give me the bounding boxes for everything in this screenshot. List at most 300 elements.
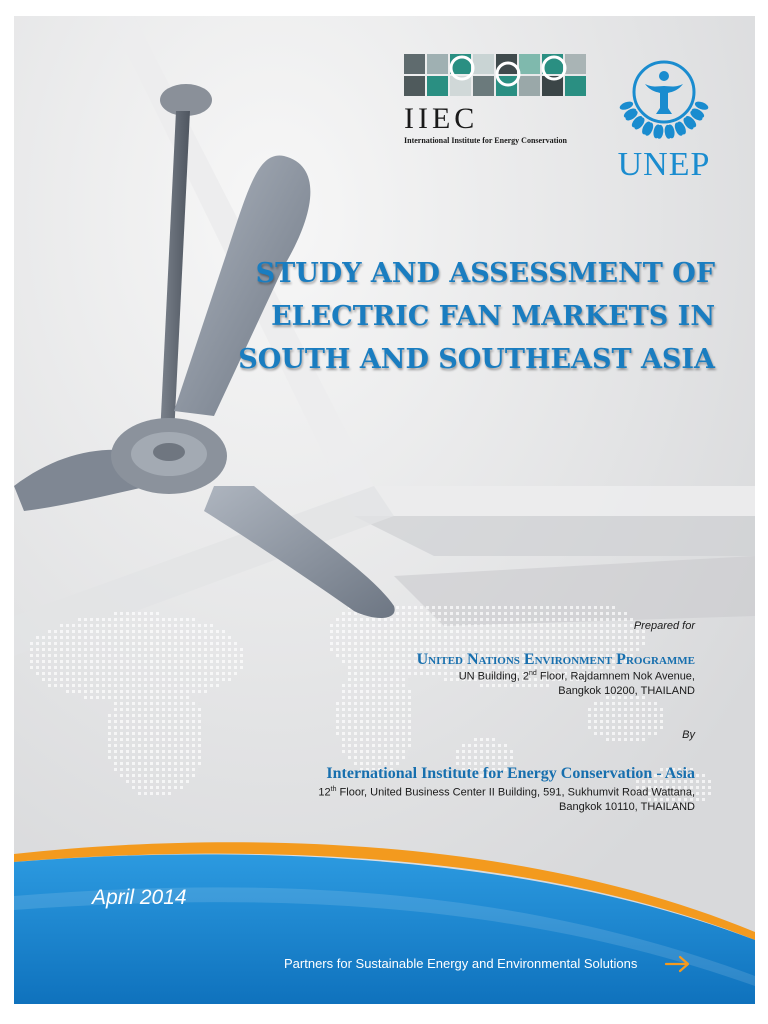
map-dot [408, 726, 411, 729]
map-dot [462, 744, 465, 747]
map-dot [186, 678, 189, 681]
map-dot [168, 792, 171, 795]
map-dot [66, 690, 69, 693]
map-dot [78, 636, 81, 639]
map-dot [372, 648, 375, 651]
map-dot [594, 732, 597, 735]
map-dot [390, 630, 393, 633]
map-dot [168, 630, 171, 633]
map-dot [372, 684, 375, 687]
map-dot [162, 648, 165, 651]
map-dot [198, 642, 201, 645]
map-dot [108, 678, 111, 681]
map-dot [354, 630, 357, 633]
map-dot [504, 684, 507, 687]
map-dot [120, 630, 123, 633]
map-dot [624, 714, 627, 717]
map-dot [180, 636, 183, 639]
author-address-part1: 12 [318, 786, 331, 799]
map-dot [96, 666, 99, 669]
map-dot [402, 726, 405, 729]
map-dot [150, 792, 153, 795]
map-dot [150, 750, 153, 753]
map-dot [102, 636, 105, 639]
map-dot [636, 738, 639, 741]
map-dot [360, 654, 363, 657]
map-dot [174, 762, 177, 765]
map-dot [498, 618, 501, 621]
map-dot [402, 672, 405, 675]
map-dot [198, 738, 201, 741]
map-dot [198, 636, 201, 639]
map-dot [372, 696, 375, 699]
map-dot [498, 750, 501, 753]
map-dot [168, 690, 171, 693]
map-dot [192, 672, 195, 675]
map-dot [396, 642, 399, 645]
map-dot [444, 636, 447, 639]
map-dot [96, 678, 99, 681]
map-dot [402, 624, 405, 627]
map-dot [600, 636, 603, 639]
map-dot [162, 690, 165, 693]
map-dot [360, 636, 363, 639]
map-dot [462, 756, 465, 759]
map-dot [336, 702, 339, 705]
map-dot [378, 750, 381, 753]
map-dot [354, 708, 357, 711]
map-dot [120, 624, 123, 627]
map-dot [510, 612, 513, 615]
map-dot [618, 612, 621, 615]
map-dot [342, 630, 345, 633]
map-dot [186, 780, 189, 783]
map-dot [108, 642, 111, 645]
map-dot [342, 654, 345, 657]
map-dot [204, 690, 207, 693]
map-dot [84, 690, 87, 693]
map-dot [624, 738, 627, 741]
map-dot [420, 672, 423, 675]
map-dot [378, 630, 381, 633]
map-dot [210, 672, 213, 675]
map-dot [180, 720, 183, 723]
map-dot [138, 648, 141, 651]
map-dot [132, 708, 135, 711]
map-dot [504, 612, 507, 615]
map-dot [606, 738, 609, 741]
map-dot [354, 720, 357, 723]
map-dot [144, 696, 147, 699]
map-dot [210, 684, 213, 687]
map-dot [102, 618, 105, 621]
map-dot [564, 642, 567, 645]
map-dot [492, 636, 495, 639]
map-dot [528, 642, 531, 645]
report-title: STUDY AND ASSESSMENT OF ELECTRIC FAN MARKETS IN SOUTH AND SOUTHEAST ASIA [238, 258, 715, 375]
map-dot [162, 636, 165, 639]
map-dot [558, 630, 561, 633]
map-dot [498, 606, 501, 609]
map-dot [174, 666, 177, 669]
map-dot [582, 630, 585, 633]
map-dot [186, 726, 189, 729]
map-dot [486, 606, 489, 609]
map-dot [180, 762, 183, 765]
map-dot [330, 648, 333, 651]
map-dot [402, 660, 405, 663]
map-dot [108, 666, 111, 669]
map-dot [210, 624, 213, 627]
map-dot [96, 636, 99, 639]
map-dot [102, 684, 105, 687]
map-dot [192, 636, 195, 639]
map-dot [384, 630, 387, 633]
map-dot [468, 624, 471, 627]
map-dot [402, 606, 405, 609]
map-dot [630, 642, 633, 645]
map-dot [186, 720, 189, 723]
map-dot [96, 684, 99, 687]
map-dot [174, 618, 177, 621]
map-dot [192, 684, 195, 687]
map-dot [540, 636, 543, 639]
map-dot [48, 636, 51, 639]
map-dot [174, 690, 177, 693]
map-dot [186, 708, 189, 711]
map-dot [600, 642, 603, 645]
map-dot [180, 642, 183, 645]
map-dot [360, 618, 363, 621]
map-dot [480, 738, 483, 741]
map-dot [72, 642, 75, 645]
map-dot [348, 678, 351, 681]
map-dot [570, 618, 573, 621]
map-dot [360, 750, 363, 753]
map-dot [588, 708, 591, 711]
map-dot [378, 648, 381, 651]
map-dot [396, 726, 399, 729]
map-dot [546, 606, 549, 609]
map-dot [192, 762, 195, 765]
map-dot [360, 690, 363, 693]
map-dot [600, 726, 603, 729]
map-dot [180, 768, 183, 771]
map-dot [630, 738, 633, 741]
arrow-right-icon [664, 954, 692, 974]
map-dot [366, 648, 369, 651]
map-dot [624, 636, 627, 639]
map-dot [168, 672, 171, 675]
map-dot [192, 642, 195, 645]
map-dot [372, 726, 375, 729]
map-dot [168, 762, 171, 765]
map-dot [60, 666, 63, 669]
map-dot [402, 630, 405, 633]
map-dot [180, 684, 183, 687]
map-dot [60, 672, 63, 675]
map-dot [402, 642, 405, 645]
map-dot [198, 660, 201, 663]
map-dot [348, 672, 351, 675]
map-dot [174, 726, 177, 729]
map-dot [432, 618, 435, 621]
map-dot [174, 642, 177, 645]
map-dot [240, 648, 243, 651]
map-dot [186, 744, 189, 747]
map-dot [348, 702, 351, 705]
map-dot [384, 744, 387, 747]
map-dot [54, 630, 57, 633]
map-dot [168, 750, 171, 753]
map-dot [450, 624, 453, 627]
map-dot [408, 720, 411, 723]
map-dot [594, 714, 597, 717]
map-dot [114, 672, 117, 675]
map-dot [48, 660, 51, 663]
map-dot [228, 648, 231, 651]
map-dot [408, 648, 411, 651]
map-dot [498, 756, 501, 759]
map-dot [192, 648, 195, 651]
map-dot [354, 696, 357, 699]
map-dot [432, 612, 435, 615]
map-dot [396, 756, 399, 759]
iiec-square [427, 76, 448, 96]
map-dot [150, 744, 153, 747]
map-dot [366, 678, 369, 681]
map-dot [138, 720, 141, 723]
map-dot [150, 774, 153, 777]
map-dot [408, 630, 411, 633]
map-dot [384, 738, 387, 741]
map-dot [210, 630, 213, 633]
map-dot [384, 660, 387, 663]
map-dot [204, 630, 207, 633]
map-dot [624, 726, 627, 729]
map-dot [492, 630, 495, 633]
map-dot [72, 672, 75, 675]
map-dot [78, 630, 81, 633]
map-dot [192, 720, 195, 723]
map-dot [108, 756, 111, 759]
map-dot [492, 612, 495, 615]
map-dot [108, 654, 111, 657]
map-dot [42, 642, 45, 645]
map-dot [552, 612, 555, 615]
map-dot [240, 654, 243, 657]
map-dot [522, 642, 525, 645]
map-dot [186, 774, 189, 777]
footer-band [14, 836, 755, 1004]
map-dot [372, 642, 375, 645]
map-dot [48, 678, 51, 681]
map-dot [60, 684, 63, 687]
map-dot [30, 642, 33, 645]
map-dot [384, 720, 387, 723]
map-dot [90, 654, 93, 657]
map-dot [90, 624, 93, 627]
map-dot [222, 630, 225, 633]
map-dot [174, 702, 177, 705]
map-dot [186, 714, 189, 717]
map-dot [390, 750, 393, 753]
map-dot [444, 630, 447, 633]
map-dot [408, 696, 411, 699]
map-dot [354, 750, 357, 753]
map-dot [378, 696, 381, 699]
map-dot [702, 780, 705, 783]
map-dot [132, 648, 135, 651]
map-dot [222, 678, 225, 681]
map-dot [348, 630, 351, 633]
map-dot [492, 642, 495, 645]
map-dot [144, 642, 147, 645]
map-dot [144, 732, 147, 735]
map-dot [78, 624, 81, 627]
map-dot [402, 666, 405, 669]
map-dot [402, 690, 405, 693]
iiec-gear-squares [404, 54, 589, 98]
map-dot [372, 666, 375, 669]
map-dot [408, 732, 411, 735]
map-dot [96, 696, 99, 699]
map-dot [456, 636, 459, 639]
map-dot [192, 660, 195, 663]
map-dot [78, 684, 81, 687]
map-dot [114, 654, 117, 657]
map-dot [372, 744, 375, 747]
map-dot [186, 648, 189, 651]
map-dot [156, 666, 159, 669]
map-dot [612, 732, 615, 735]
map-dot [462, 618, 465, 621]
map-dot [114, 744, 117, 747]
map-dot [468, 642, 471, 645]
map-dot [390, 660, 393, 663]
map-dot [168, 708, 171, 711]
map-dot [138, 660, 141, 663]
map-dot [102, 678, 105, 681]
map-dot [390, 702, 393, 705]
map-dot [48, 672, 51, 675]
map-dot [198, 726, 201, 729]
map-dot [180, 708, 183, 711]
map-dot [396, 612, 399, 615]
map-dot [372, 702, 375, 705]
map-dot [234, 648, 237, 651]
map-dot [156, 744, 159, 747]
map-dot [126, 762, 129, 765]
map-dot [180, 624, 183, 627]
map-dot [132, 618, 135, 621]
map-dot [198, 630, 201, 633]
map-dot [510, 636, 513, 639]
map-dot [378, 636, 381, 639]
map-dot [342, 750, 345, 753]
map-dot [192, 624, 195, 627]
map-dot [624, 618, 627, 621]
map-dot [144, 624, 147, 627]
map-dot [120, 660, 123, 663]
map-dot [174, 648, 177, 651]
map-dot [72, 660, 75, 663]
map-dot [162, 714, 165, 717]
map-dot [456, 606, 459, 609]
map-dot [126, 660, 129, 663]
map-dot [594, 708, 597, 711]
map-dot [204, 648, 207, 651]
map-dot [450, 636, 453, 639]
map-dot [390, 732, 393, 735]
map-dot [84, 672, 87, 675]
map-dot [354, 648, 357, 651]
map-dot [192, 690, 195, 693]
map-dot [174, 636, 177, 639]
map-dot [384, 678, 387, 681]
map-dot [210, 654, 213, 657]
map-dot [186, 762, 189, 765]
map-dot [558, 612, 561, 615]
map-dot [174, 672, 177, 675]
map-dot [210, 678, 213, 681]
map-dot [114, 612, 117, 615]
map-dot [60, 678, 63, 681]
map-dot [54, 642, 57, 645]
map-dot [132, 762, 135, 765]
map-dot [360, 714, 363, 717]
map-dot [516, 624, 519, 627]
map-dot [630, 732, 633, 735]
map-dot [138, 708, 141, 711]
map-dot [498, 630, 501, 633]
map-dot [132, 678, 135, 681]
map-dot [354, 732, 357, 735]
map-dot [504, 624, 507, 627]
map-dot [456, 618, 459, 621]
map-dot [390, 624, 393, 627]
map-dot [414, 606, 417, 609]
map-dot [618, 708, 621, 711]
map-dot [696, 780, 699, 783]
map-dot [702, 774, 705, 777]
map-dot [162, 768, 165, 771]
map-dot [606, 708, 609, 711]
map-dot [654, 714, 657, 717]
map-dot [150, 726, 153, 729]
map-dot [510, 684, 513, 687]
map-dot [330, 624, 333, 627]
map-dot [180, 654, 183, 657]
map-dot [546, 642, 549, 645]
map-dot [114, 708, 117, 711]
iiec-square [519, 54, 540, 74]
map-dot [366, 660, 369, 663]
map-dot [216, 654, 219, 657]
map-dot [588, 624, 591, 627]
map-dot [408, 660, 411, 663]
map-dot [162, 726, 165, 729]
map-dot [492, 738, 495, 741]
map-dot [354, 654, 357, 657]
map-dot [84, 618, 87, 621]
map-dot [162, 750, 165, 753]
map-dot [102, 630, 105, 633]
map-dot [360, 642, 363, 645]
map-dot [336, 642, 339, 645]
map-dot [486, 624, 489, 627]
iiec-subtitle: International Institute for Energy Conservation [404, 136, 567, 145]
